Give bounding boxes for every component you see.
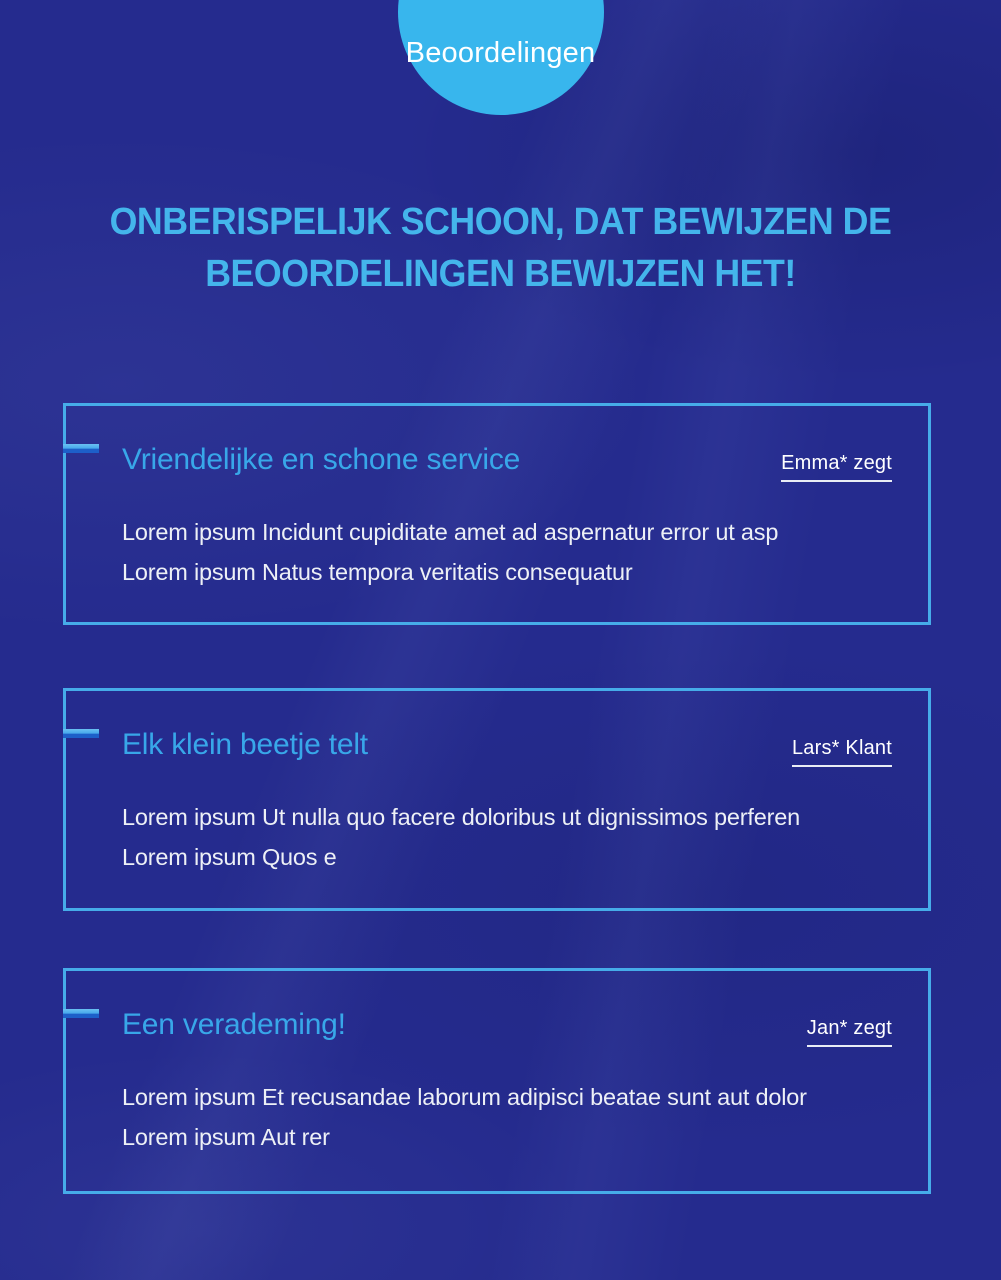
reviews-badge-label: Beoordelingen [405, 37, 596, 69]
review-body [122, 512, 898, 592]
review-author-link[interactable]: Emma* zegt [781, 451, 892, 482]
review-title: Een verademing! [122, 1008, 346, 1041]
review-body [122, 797, 898, 877]
card-accent-dash [63, 444, 99, 453]
page-title-line-1: ONBERISPELIJK SCHOON, DAT BEWIJZEN DE [109, 201, 892, 243]
review-body-line: Lorem ipsum Quos e [122, 844, 337, 870]
review-body-line: Lorem ipsum Aut rer [122, 1124, 330, 1150]
review-card-1 [63, 403, 931, 625]
review-author-link[interactable]: Jan* zegt [807, 1016, 892, 1047]
review-body-line: Lorem ipsum Et recusandae laborum adipisci beatae sunt aut dolor [122, 1084, 807, 1110]
review-body [122, 1077, 898, 1157]
review-body-line: Lorem ipsum Natus tempora veritatis consequatur [122, 559, 633, 585]
page-title-line-2: BEOORDELINGEN BEWIJZEN HET! [205, 253, 796, 295]
review-author-link[interactable]: Lars* Klant [792, 736, 892, 767]
review-body-line: Lorem ipsum Ut nulla quo facere doloribus ut dignissimos perferen [122, 804, 800, 830]
review-body-line: Lorem ipsum Incidunt cupiditate amet ad aspernatur error ut asp [122, 519, 779, 545]
review-card-2 [63, 688, 931, 911]
card-accent-dash [63, 729, 99, 738]
card-accent-dash [63, 1009, 99, 1018]
review-title: Elk klein beetje telt [122, 728, 368, 761]
page-title [30, 196, 971, 300]
review-card-3 [63, 968, 931, 1194]
review-title: Vriendelijke en schone service [122, 443, 521, 476]
